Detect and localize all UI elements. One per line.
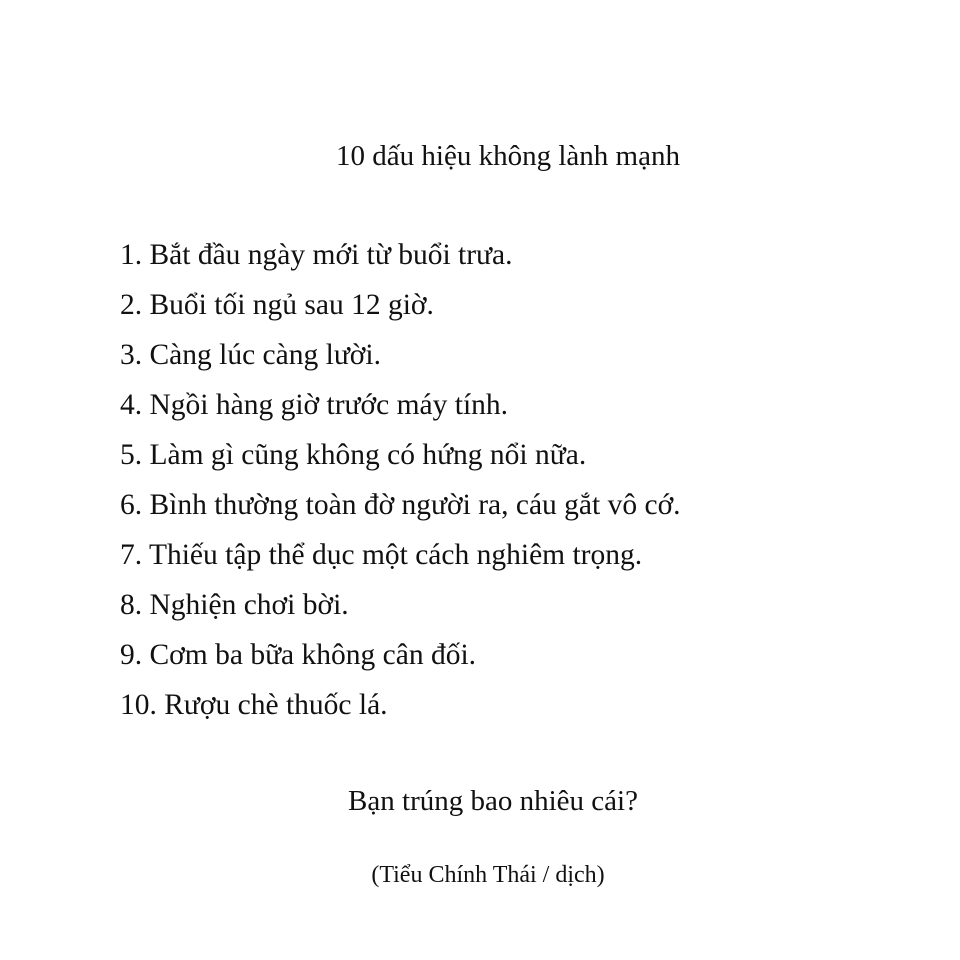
list-item: 5. Làm gì cũng không có hứng nổi nữa. [120, 439, 587, 471]
list-item: 4. Ngồi hàng giờ trước máy tính. [120, 389, 509, 421]
list-item: 3. Càng lúc càng lười. [120, 339, 381, 371]
list-item: 9. Cơm ba bữa không cân đối. [120, 639, 477, 671]
list-item: 6. Bình thường toàn đờ người ra, cáu gắt vô cớ. [120, 489, 681, 521]
signs-list [120, 233, 681, 733]
closing-question: Bạn trúng bao nhiêu cái? [348, 785, 638, 817]
list-item: 1. Bắt đầu ngày mới từ buổi trưa. [120, 239, 513, 271]
list-item: 7. Thiếu tập thể dục một cách nghiêm trọng. [120, 539, 643, 571]
list-item: 2. Buổi tối ngủ sau 12 giờ. [120, 289, 434, 321]
list-item: 10. Rượu chè thuốc lá. [120, 689, 388, 721]
translator-credit: (Tiểu Chính Thái / dịch) [371, 862, 605, 888]
list-item: 8. Nghiện chơi bời. [120, 589, 349, 621]
page-title: 10 dấu hiệu không lành mạnh [336, 140, 680, 172]
